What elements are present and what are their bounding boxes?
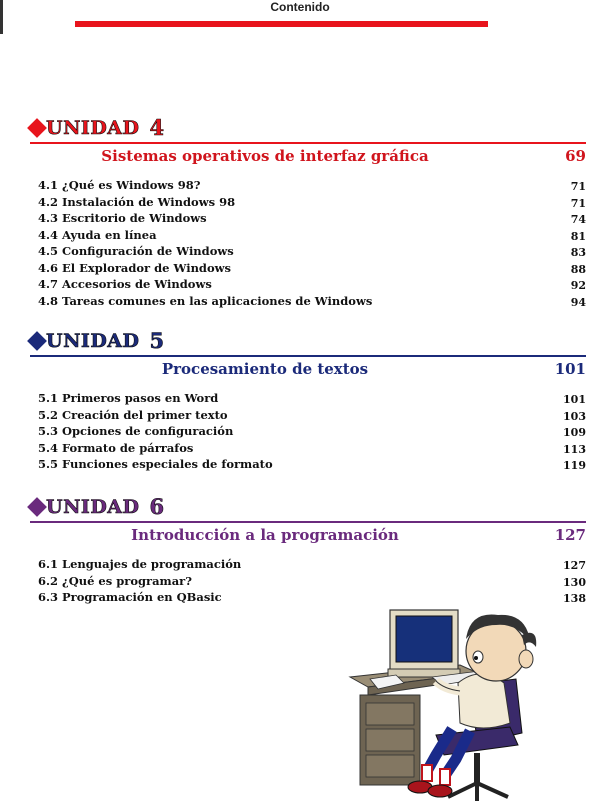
unit-6-rule	[30, 521, 586, 523]
unit-4-title-row	[30, 147, 586, 167]
toc-item-5-1[interactable]: 5.1 Primeros pasos en Word 101	[38, 391, 586, 406]
unit-6-title-row	[30, 526, 586, 546]
toc-item-4-8[interactable]: 4.8 Tareas comunes en las aplicaciones de Windows 94	[38, 293, 586, 309]
toc-item-5-5[interactable]: 5.5 Funciones especiales de formato 119	[38, 457, 586, 472]
toc-item-4-3[interactable]: 4.3 Escritorio de Windows 74	[38, 211, 586, 226]
unit-4-page: 69	[565, 147, 586, 165]
toc-item-4-5[interactable]: 4.5 Configuración de Windows 83	[38, 244, 586, 259]
unit-5-title-row	[30, 360, 586, 380]
unit-5-toc-list	[38, 390, 586, 473]
unit-5-page: 101	[554, 360, 586, 378]
toc-item-5-3[interactable]: 5.3 Opciones de configuración 109	[38, 424, 586, 439]
toc-item-6-3[interactable]: 6.3 Programación en QBasic 138	[38, 590, 586, 605]
purple-diamond-icon	[27, 497, 47, 517]
unit-4-number: 4	[149, 115, 165, 140]
unit-4-label: UNIDAD 4	[46, 115, 165, 140]
header-red-bar	[75, 21, 488, 27]
toc-item-6-1[interactable]: 6.1 Lenguajes de programación 127	[38, 557, 586, 572]
unit-6-label: UNIDAD 6	[46, 494, 165, 519]
unit-5-rule	[30, 355, 586, 357]
red-diamond-icon	[27, 118, 47, 138]
toc-item-4-7[interactable]: 4.7 Accesorios de Windows 92	[38, 277, 586, 292]
unit-5-number: 5	[149, 328, 165, 353]
page-header-title: Contenido	[270, 0, 330, 14]
unit-6-number: 6	[149, 494, 165, 519]
unit-4-title: Sistemas operativos de interfaz gráfica	[101, 147, 429, 165]
toc-item-5-2[interactable]: 5.2 Creación del primer texto 103	[38, 407, 586, 423]
unit-6-page: 127	[554, 526, 586, 544]
toc-item-4-1[interactable]: 4.1 ¿Qué es Windows 98? 71	[38, 178, 586, 193]
unit-6-toc-list	[38, 556, 586, 606]
unit-4-toc-list	[38, 177, 586, 309]
unit-4-rule	[30, 142, 586, 144]
unit-5-label: UNIDAD 5	[46, 328, 165, 353]
computer-user-illustration	[340, 605, 600, 805]
toc-item-6-2[interactable]: 6.2 ¿Qué es programar? 130	[38, 573, 586, 589]
blue-diamond-icon	[27, 331, 47, 351]
unit-6-title: Introducción a la programación	[131, 526, 399, 544]
toc-item-4-6[interactable]: 4.6 El Explorador de Windows 88	[38, 260, 586, 276]
toc-item-4-2[interactable]: 4.2 Instalación de Windows 98 71	[38, 194, 586, 210]
unit-5-title: Procesamiento de textos	[161, 360, 369, 378]
toc-item-5-4[interactable]: 5.4 Formato de párrafos 113	[38, 440, 586, 456]
toc-item-4-4[interactable]: 4.4 Ayuda en línea 81	[38, 227, 586, 243]
